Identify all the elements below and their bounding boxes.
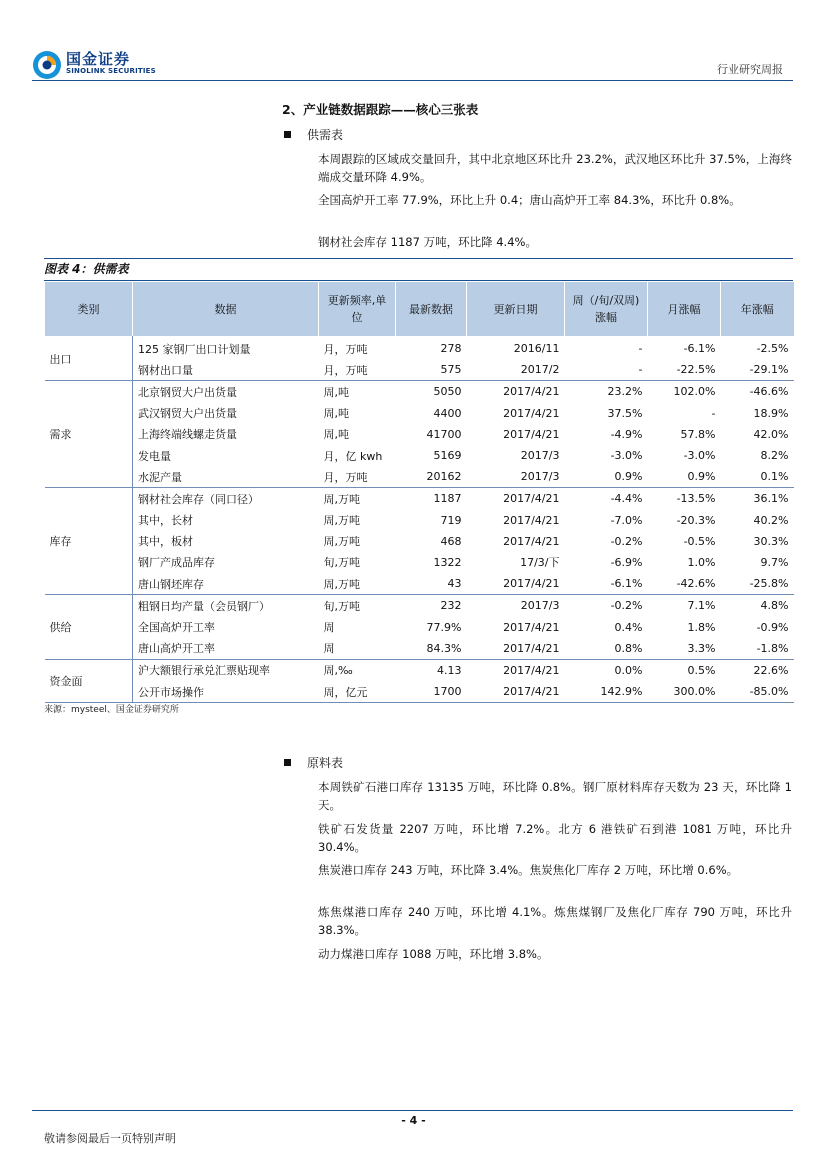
brand-name-cn: 国金证券 <box>66 50 131 68</box>
table-cell: 3.3% <box>648 638 721 660</box>
table-cell: 2017/4/21 <box>503 385 560 399</box>
bullet-square-icon <box>284 131 291 138</box>
figure-title-rule <box>44 280 793 281</box>
table-row <box>45 681 794 703</box>
table-cell: 18.9% <box>753 406 789 420</box>
table-cell: -3.0% <box>683 449 716 463</box>
table-row <box>45 424 794 445</box>
table-header-row <box>45 282 794 336</box>
table-cell: 2017/2 <box>467 359 565 381</box>
table-cell: 41700 <box>426 427 462 441</box>
table-cell: 2017/4/21 <box>503 513 560 527</box>
table-cell: 575 <box>396 359 467 381</box>
table-cell: -42.6% <box>648 573 721 595</box>
column-header: 年涨幅 <box>721 282 794 336</box>
table-cell: 月，万吨 <box>319 466 396 488</box>
table-row <box>45 466 794 488</box>
table-cell: -0.9% <box>756 620 789 634</box>
table-cell: 77.9% <box>426 620 462 634</box>
table-cell: -7.0% <box>610 513 643 527</box>
table-cell: 36.1% <box>753 492 789 506</box>
table-cell: -6.1% <box>683 342 716 356</box>
column-header: 月涨幅 <box>648 282 721 336</box>
table-cell: -4.4% <box>610 492 643 506</box>
bullet-square-icon <box>284 759 291 766</box>
table-cell: -0.2% <box>610 534 643 548</box>
column-header: 更新频率,单位 <box>319 282 396 336</box>
table-cell: 2017/3 <box>467 466 565 488</box>
table-cell: -0.2% <box>610 599 643 613</box>
header-divider <box>32 80 793 81</box>
table-cell: 8.2% <box>760 449 789 463</box>
table-cell: 周 <box>323 621 335 635</box>
table-cell: 5169 <box>433 449 462 463</box>
paragraph: 动力煤港口库存 1088 万吨，环比增 3.8%。 <box>318 947 549 961</box>
brand-name-en: SINOLINK SECURITIES <box>66 67 156 75</box>
table-cell: -4.9% <box>610 427 643 441</box>
table-cell: 周,‰ <box>323 664 353 678</box>
table-cell: 2017/3 <box>520 599 560 613</box>
table-cell: - <box>638 342 643 356</box>
table-cell: 43 <box>396 573 467 595</box>
table-cell: 22.6% <box>753 663 789 677</box>
table-cell: 2017/4/21 <box>503 492 560 506</box>
table-cell: 1.8% <box>687 620 716 634</box>
column-header: 更新日期 <box>467 282 565 336</box>
supply-demand-table <box>44 282 794 703</box>
table-cell: 2017/3 <box>520 449 560 463</box>
category-cell: 出口 <box>45 336 133 381</box>
document-type: 行业研究周报 <box>717 63 783 76</box>
metric-name-cell: 其中，板材 <box>138 535 193 549</box>
table-cell: 1700 <box>396 681 467 703</box>
table-cell: 月，万吨 <box>323 342 368 356</box>
table-cell: 0.1% <box>721 466 794 488</box>
table-cell: 旬,万吨 <box>323 599 360 613</box>
table-row <box>45 595 794 617</box>
table-row <box>45 359 794 381</box>
table-cell: 102.0% <box>673 385 716 399</box>
paragraph: 全国高炉开工率 77.9%，环比上升 0.4；唐山高炉开工率 84.3%，环比升 0.8%。 <box>318 193 741 207</box>
table-cell: 2017/4/21 <box>467 681 565 703</box>
table-cell: -85.0% <box>721 681 794 703</box>
table-cell: 周,万吨 <box>323 492 360 506</box>
table-cell: 719 <box>440 513 462 527</box>
metric-name-cell: 北京钢贸大户出货量 <box>138 385 237 399</box>
table-cell: 0.9% <box>648 466 721 488</box>
metric-name-cell: 其中，长材 <box>138 514 193 528</box>
table-cell: 0.0% <box>614 663 643 677</box>
table-cell: -6.1% <box>565 573 648 595</box>
table-cell: 9.7% <box>760 555 789 569</box>
table-cell: 7.1% <box>687 599 716 613</box>
table-cell: 周，亿元 <box>319 681 396 703</box>
metric-name-cell: 全国高炉开工率 <box>138 621 215 635</box>
raw-materials-heading: 原料表 <box>284 754 343 771</box>
table-cell: 232 <box>440 599 462 613</box>
paragraph: 本周铁矿石港口库存 13135 万吨，环比降 0.8%。钢厂原材料库存天数为 23 天，环比降 1 天。 <box>318 780 792 812</box>
table-row <box>45 381 794 403</box>
table-cell: 4.13 <box>437 663 462 677</box>
table-row <box>45 336 794 359</box>
table-cell: 周,万吨 <box>319 573 396 595</box>
table-cell: 2017/4/21 <box>467 573 565 595</box>
table-cell: 2017/4/21 <box>503 663 560 677</box>
table-cell: -25.8% <box>721 573 794 595</box>
metric-name-cell: 钢厂产成品库存 <box>138 556 215 570</box>
table-cell: 278 <box>440 342 462 356</box>
table-cell: 2017/4/21 <box>467 638 565 660</box>
metric-name-cell: 粗钢日均产量（会员钢厂） <box>138 599 270 613</box>
paragraph: 本周跟踪的区域成交量回升，其中北京地区环比升 23.2%，武汉地区环比升 37.5%，上海终端成交量环降 4.9%。 <box>318 152 792 184</box>
table-cell: 0.8% <box>565 638 648 660</box>
column-header: 最新数据 <box>396 282 467 336</box>
table-cell: 42.0% <box>753 427 789 441</box>
table-cell: 4400 <box>433 406 462 420</box>
category-cell: 库存 <box>45 488 133 595</box>
table-cell: 1187 <box>433 492 462 506</box>
table-cell: 37.5% <box>607 406 643 420</box>
table-row <box>45 552 794 573</box>
table-cell: 2017/4/21 <box>503 534 560 548</box>
table-cell: 30.3% <box>753 534 789 548</box>
table-cell: 17/3/下 <box>520 556 560 570</box>
table-cell: 周,吨 <box>323 385 349 399</box>
section-title: 2、产业链数据跟踪——核心三张表 <box>282 102 479 117</box>
table-cell: 142.9% <box>565 681 648 703</box>
table-cell: 5050 <box>433 385 462 399</box>
metric-name-cell: 唐山钢坯库存 <box>133 573 319 595</box>
table-cell: 40.2% <box>753 513 789 527</box>
table-row <box>45 638 794 660</box>
column-header: 数据 <box>133 282 319 336</box>
table-cell: 0.4% <box>614 620 643 634</box>
table-cell: -22.5% <box>648 359 721 381</box>
table-row <box>45 510 794 531</box>
page-number: - 4 - <box>401 1114 426 1127</box>
page-header <box>0 0 827 82</box>
table-cell: -3.0% <box>610 449 643 463</box>
table-cell: 84.3% <box>396 638 467 660</box>
table-row <box>45 531 794 552</box>
table-cell: 周,万吨 <box>323 514 360 528</box>
footer-disclaimer: 敬请参阅最后一页特别声明 <box>44 1132 176 1145</box>
table-cell: 2017/4/21 <box>503 427 560 441</box>
supply-demand-heading: 供需表 <box>284 126 343 143</box>
table-cell: -0.5% <box>683 534 716 548</box>
table-cell: 周 <box>319 638 396 660</box>
paragraph: 钢材社会库存 1187 万吨，环比降 4.4%。 <box>318 235 537 249</box>
table-cell: 1.0% <box>687 555 716 569</box>
table-cell: -6.9% <box>610 555 643 569</box>
metric-name-cell: 沪大额银行承兑汇票贴现率 <box>138 664 270 678</box>
table-row <box>45 616 794 637</box>
sinolink-logo-icon <box>32 50 62 80</box>
table-cell: 周,吨 <box>323 428 349 442</box>
table-row <box>45 445 794 466</box>
figure-source: 来源：mysteel、国金证券研究所 <box>44 705 179 715</box>
paragraph: 炼焦煤港口库存 240 万吨，环比增 4.1%。炼焦煤钢厂及焦化厂库存 790 万吨，环比升 38.3%。 <box>318 905 792 937</box>
category-cell: 需求 <box>45 381 133 488</box>
table-cell: 4.8% <box>760 599 789 613</box>
table-cell: 0.5% <box>687 663 716 677</box>
category-cell: 供给 <box>45 595 133 660</box>
category-cell: 资金面 <box>45 659 133 702</box>
table-cell: 月，万吨 <box>319 359 396 381</box>
table-cell: 57.8% <box>680 427 716 441</box>
table-cell: -20.3% <box>676 513 716 527</box>
table-cell: -13.5% <box>676 492 716 506</box>
table-cell: -2.5% <box>756 342 789 356</box>
paragraph: 铁矿石发货量 2207 万吨，环比增 7.2%。北方 6 港铁矿石到港 1081 万吨，环比升 30.4%。 <box>318 822 792 854</box>
table-cell: - <box>565 359 648 381</box>
figure-title: 图表 4：供需表 <box>44 262 129 276</box>
table-cell: 月，亿 kwh <box>323 449 383 463</box>
table-cell: 2016/11 <box>513 342 560 356</box>
table-cell: 周,万吨 <box>323 535 360 549</box>
figure-top-rule <box>44 258 793 259</box>
metric-name-cell: 钢材出口量 <box>133 359 319 381</box>
table-cell: 旬,万吨 <box>323 556 360 570</box>
table-cell: 2017/4/21 <box>503 620 560 634</box>
column-header: 周（/旬/双周)涨幅 <box>565 282 648 336</box>
table-cell: -29.1% <box>721 359 794 381</box>
table-cell: 1322 <box>433 555 462 569</box>
table-cell: 2017/4/21 <box>503 406 560 420</box>
metric-name-cell: 武汉钢贸大户出货量 <box>138 407 237 421</box>
table-row <box>45 573 794 595</box>
table-row <box>45 403 794 424</box>
table-cell: 0.9% <box>565 466 648 488</box>
metric-name-cell: 发电量 <box>138 449 171 463</box>
table-cell: -46.6% <box>749 385 789 399</box>
table-cell: 周,吨 <box>323 407 349 421</box>
table-cell: -1.8% <box>721 638 794 660</box>
table-row <box>45 659 794 681</box>
table-cell: 468 <box>440 534 462 548</box>
metric-name-cell: 125 家钢厂出口计划量 <box>138 342 251 356</box>
table-row <box>45 488 794 510</box>
footer-divider <box>32 1110 793 1111</box>
column-header: 类别 <box>45 282 133 336</box>
table-cell: 20162 <box>396 466 467 488</box>
metric-name-cell: 上海终端线螺走货量 <box>138 428 237 442</box>
table-cell: 23.2% <box>607 385 643 399</box>
metric-name-cell: 钢材社会库存（同口径） <box>138 492 259 506</box>
table-cell: 300.0% <box>648 681 721 703</box>
metric-name-cell: 水泥产量 <box>133 466 319 488</box>
metric-name-cell: 公开市场操作 <box>133 681 319 703</box>
paragraph: 焦炭港口库存 243 万吨，环比降 3.4%。焦炭焦化厂库存 2 万吨，环比增 0.6%。 <box>318 863 739 877</box>
table-cell: - <box>711 406 716 420</box>
metric-name-cell: 唐山高炉开工率 <box>133 638 319 660</box>
